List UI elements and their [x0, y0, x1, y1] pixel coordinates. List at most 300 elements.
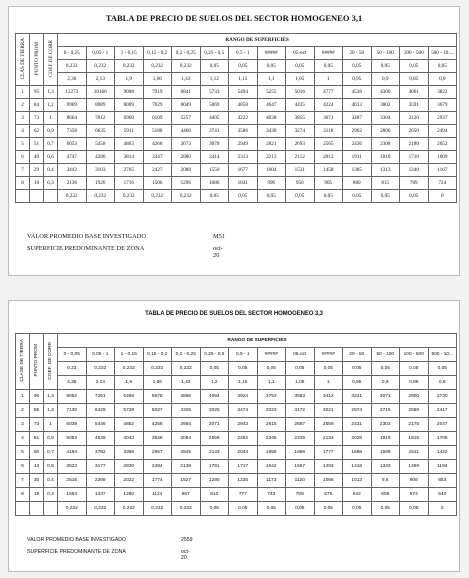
price-cell: 743 [257, 488, 286, 502]
price-cell: 675 [314, 488, 343, 502]
price-cell: 2568 [400, 404, 429, 418]
price-cell: 1774 [143, 474, 172, 488]
clase-cell: 1 [16, 390, 30, 404]
price-cell: 1642 [257, 460, 286, 474]
price-cell: 4858 [229, 99, 258, 112]
punto-header-label: PUNTO PROM [33, 41, 40, 76]
price-cell: 2565 [314, 138, 343, 151]
factor-cell: 0,232 [58, 60, 87, 73]
price-cell: 2313 [229, 151, 258, 164]
footer-row-2 [27, 549, 190, 561]
factor-cell: 0,232 [58, 502, 87, 516]
price-cell: 1567 [286, 460, 315, 474]
table-row [16, 125, 457, 138]
price-cell: 2650 [400, 125, 429, 138]
clase-cell: 8 [16, 488, 30, 502]
factor-cell: 0,05 [343, 502, 372, 516]
price-cell: 1706 [428, 432, 457, 446]
punto-cell: 18 [30, 177, 44, 190]
price-cell: 1815 [400, 432, 429, 446]
price-cell: 4300 [371, 86, 400, 99]
price-cell: 2937 [428, 112, 457, 125]
price-cell: 8009 [115, 99, 144, 112]
clase-header-label: CLASE DE TIERRA [20, 339, 25, 382]
table-row [16, 418, 457, 432]
factor-row [16, 73, 457, 86]
table-row [16, 404, 457, 418]
factor-cell: 0,05 [371, 190, 400, 203]
price-cell: 3274 [286, 125, 315, 138]
price-cell: 2175 [400, 418, 429, 432]
punto-cell: 29 [30, 164, 44, 177]
footer-label: SUPERFICIE PREDOMINANTE DE ZONA [27, 549, 126, 555]
price-cell: 3673 [172, 138, 201, 151]
factor-cell: 1,43 [172, 376, 201, 390]
price-cell: 1173 [257, 474, 286, 488]
punto-cell: 61 [30, 432, 44, 446]
range-header: 0 - 0,05 [58, 348, 87, 362]
range-row [16, 348, 457, 362]
price-cell: 1240 [400, 164, 429, 177]
price-cell: 2346 [257, 432, 286, 446]
footer-value: oct-20 [181, 549, 190, 561]
factor-cell: 1,9 [115, 376, 144, 390]
factor-cell: 0,232 [143, 362, 172, 376]
price-cell: 540 [428, 488, 457, 502]
range-header: 0,5 - 1 [229, 47, 258, 60]
price-cell: 1688 [343, 446, 372, 460]
price-cell: 3172 [286, 404, 315, 418]
price-cell: 1955 [257, 446, 286, 460]
price-cell: 1609 [428, 151, 457, 164]
footer-row-1 [27, 233, 226, 240]
clase-cell: 6 [16, 460, 30, 474]
factor-cell: 0,05 [200, 502, 229, 516]
factor-cell: 0,05 [314, 362, 343, 376]
price-cell: 3430 [257, 125, 286, 138]
price-cell: 2180 [400, 138, 429, 151]
price-cell: 3586 [229, 125, 258, 138]
price-cell: 3487 [343, 112, 372, 125]
price-cell: 2484 [143, 460, 172, 474]
factor-cell: 0,95 [343, 73, 372, 86]
price-cell: 8989 [86, 99, 115, 112]
table-row [16, 390, 457, 404]
price-cell: 2815 [257, 418, 286, 432]
price-cell: 2693 [286, 138, 315, 151]
factor-cell: 2,36 [58, 376, 87, 390]
punto-cell: 19 [30, 488, 44, 502]
punto-cell: 30 [30, 474, 44, 488]
price-cell: 2962 [343, 125, 372, 138]
price-cell: 1511 [400, 446, 429, 460]
price-cell: 5494 [229, 86, 258, 99]
clase-cell: 5 [16, 138, 30, 151]
price-cell: 2687 [286, 418, 315, 432]
clase-cell: 4 [16, 432, 30, 446]
price-cell: 5446 [86, 418, 115, 432]
price-cell: 3071 [200, 418, 229, 432]
factor-cell: 0,232 [58, 190, 87, 203]
price-cell: 1458 [314, 164, 343, 177]
price-cell: 3664 [172, 418, 201, 432]
price-cell: 1226 [229, 474, 258, 488]
price-cell: 1124 [143, 488, 172, 502]
price-cell: 2047 [428, 418, 457, 432]
clase-cell: 2 [16, 404, 30, 418]
price-cell: 4094 [200, 390, 229, 404]
price-cell: 5458 [86, 138, 115, 151]
price-cell: 3583 [286, 390, 315, 404]
empty-cell [16, 502, 30, 516]
factor-cell: 0,232 [86, 502, 115, 516]
price-cell: 3782 [86, 446, 115, 460]
factor-cell: 0,05 [229, 502, 258, 516]
factor-cell: 0,9 [371, 73, 400, 86]
factor-cell: 1,2 [200, 376, 229, 390]
price-cell: 2417 [428, 404, 457, 418]
price-cell: 1194 [428, 460, 457, 474]
price-cell: 6960 [115, 112, 144, 125]
factor-cell: 0,05 [314, 60, 343, 73]
clase-cell: 4 [16, 125, 30, 138]
factor-row [16, 362, 457, 376]
price-cell: 1677 [229, 164, 258, 177]
price-cell: 996 [257, 177, 286, 190]
price-cell: 2452 [229, 432, 258, 446]
price-cell: 709 [286, 488, 315, 502]
coef-cell: 1 [44, 112, 58, 125]
factor-cell: 0,05 [257, 362, 286, 376]
price-cell: 5027 [143, 404, 172, 418]
factor-cell: 0,05 [257, 190, 286, 203]
price-cell: 3025 [200, 404, 229, 418]
price-cell: 3741 [200, 125, 229, 138]
price-cell: 8052 [58, 390, 87, 404]
price-cell: 1269 [400, 460, 429, 474]
price-cell: 2133 [200, 446, 229, 460]
factor-cell: 0,9 [371, 376, 400, 390]
table-row [16, 138, 457, 151]
table-row [16, 460, 457, 474]
price-cell: 1604 [257, 164, 286, 177]
factor-cell: 0,05 [314, 502, 343, 516]
price-cell: 5188 [143, 125, 172, 138]
range-header: 500 - 10.... [428, 47, 457, 60]
price-cell: 4258 [143, 418, 172, 432]
price-cell: 3679 [428, 99, 457, 112]
punto-header-label: PUNTO PROM [34, 344, 39, 377]
price-cell: 3548 [143, 432, 172, 446]
factor-cell: 1,05 [286, 376, 315, 390]
price-cell: 4435 [286, 99, 315, 112]
factor-cell: 1,9 [115, 73, 144, 86]
table-title: TABLA DE PRECIO DE SUELOS DEL SECTOR HOMOGENEO 3,3 [145, 311, 323, 317]
price-cell: 3241 [343, 390, 372, 404]
table-title: TABLA DE PRECIO DE SUELOS DEL SECTOR HOMOGENEO 3,1 [105, 13, 363, 23]
price-cell: 608 [371, 488, 400, 502]
price-cell: 815 [371, 177, 400, 190]
factor-cell: 0,05 [229, 362, 258, 376]
price-cell: 4647 [257, 99, 286, 112]
factor-cell: 1,66 [143, 376, 172, 390]
price-cell: 1919 [371, 432, 400, 446]
factor-cell: 0,05 [286, 190, 315, 203]
price-cell: 7261 [86, 390, 115, 404]
factor-cell: 0,05 [428, 60, 457, 73]
factor-cell: 0,232 [86, 190, 115, 203]
price-cell: 5257 [172, 112, 201, 125]
price-cell: 4460 [172, 125, 201, 138]
bottom-factor-row [16, 190, 457, 203]
price-cell: 7358 [58, 125, 87, 138]
coef-cell: 0,9 [44, 125, 58, 138]
factor-cell: 0,232 [172, 60, 201, 73]
factor-cell: 1,1 [257, 73, 286, 86]
clase-cell: 7 [16, 164, 30, 177]
range-header: ##### [314, 348, 343, 362]
price-cell: 6469 [115, 390, 144, 404]
price-cell: 2213 [257, 151, 286, 164]
price-cell: 2943 [229, 418, 258, 432]
factor-cell: 1,1 [257, 376, 286, 390]
price-cell: 724 [428, 177, 457, 190]
range-header: 0,25 - 0,5 [200, 47, 229, 60]
price-cell: 2012 [314, 151, 343, 164]
factor-cell: 1,15 [229, 376, 258, 390]
punto-cell: 51 [30, 138, 44, 151]
factor-cell: 0,8 [428, 376, 457, 390]
factor-cell: 0,05 [200, 60, 229, 73]
footer-label: SUPERFICIE PREDOMINANTE DE ZONA [27, 245, 145, 252]
price-cell: 3347 [143, 151, 172, 164]
price-cell: 5069 [200, 99, 229, 112]
coef-cell: 1 [44, 418, 58, 432]
factor-cell: 0,95 [343, 376, 372, 390]
empty-cell [30, 190, 44, 203]
punto-cell: 73 [30, 418, 44, 432]
price-cell: 1313 [371, 164, 400, 177]
price-cell: 2239 [286, 432, 315, 446]
rango-header: RANGO DE SUPERFICIES [58, 334, 457, 348]
price-cell: 777 [229, 488, 258, 502]
coef-header-label: COEF. DE CORR [48, 341, 53, 380]
footer-value: 2559 [181, 537, 193, 543]
price-cell: 9969 [58, 99, 87, 112]
range-header: 500 - 10... [428, 348, 457, 362]
price-cell: 1296 [172, 177, 201, 190]
table-row [16, 446, 457, 460]
range-header: 100 - 500 [400, 348, 429, 362]
factor-cell: 0,232 [115, 362, 144, 376]
factor-cell: 0,232 [143, 60, 172, 73]
price-cell: 5733 [200, 86, 229, 99]
range-header: 05-oct [286, 348, 315, 362]
coef-cell: 1,2 [44, 99, 58, 112]
range-header: 0,05 - 1 [86, 47, 115, 60]
range-header: 1 - 0,15 [115, 348, 144, 362]
factor-cell: 1,43 [172, 73, 201, 86]
factor-cell: 0,232 [115, 60, 144, 73]
clase-cell: 5 [16, 446, 30, 460]
table-row [16, 488, 457, 502]
punto-cell: 96 [30, 390, 44, 404]
range-header: 0,5 - 1 [229, 348, 258, 362]
factor-cell: 0,05 [229, 190, 258, 203]
factor-cell: 0,05 [200, 362, 229, 376]
factor-cell: 0,05 [286, 502, 315, 516]
bottom-factor-row [16, 502, 457, 516]
price-table [15, 333, 457, 516]
price-cell: 9008 [115, 86, 144, 99]
footer-row-1 [27, 537, 193, 543]
price-cell: 906 [400, 474, 429, 488]
factor-cell: 0,232 [115, 190, 144, 203]
table-row [16, 177, 457, 190]
price-cell: 4777 [314, 86, 343, 99]
factor-cell: 0,05 [343, 190, 372, 203]
range-header: 0,15 - 0,2 [143, 348, 172, 362]
range-header: 0,2 - 0,25 [172, 47, 201, 60]
price-cell: 1343 [371, 460, 400, 474]
empty-cell [44, 502, 58, 516]
table-row [16, 99, 457, 112]
range-header: 20 - 50 [343, 47, 372, 60]
price-cell: 2516 [58, 474, 87, 488]
footer-value: M51 [213, 233, 226, 240]
price-cell: 950 [286, 177, 315, 190]
price-cell: 3369 [115, 446, 144, 460]
range-header: 50 - 100 [371, 47, 400, 60]
table-row [16, 432, 457, 446]
price-cell: 2112 [286, 151, 315, 164]
price-cell: 1527 [172, 474, 201, 488]
price-cell: 3442 [58, 164, 87, 177]
price-cell: 1926 [86, 177, 115, 190]
price-cell: 2133 [314, 432, 343, 446]
price-cell: 1120 [286, 474, 315, 488]
range-header: 0,15 - 0,2 [143, 47, 172, 60]
price-cell: 1086 [200, 177, 229, 190]
price-cell: 7919 [143, 86, 172, 99]
coef-cell: 0,4 [44, 164, 58, 177]
price-cell: 1777 [314, 446, 343, 460]
price-cell: 2559 [314, 418, 343, 432]
price-cell: 6049 [172, 99, 201, 112]
factor-cell: 0,232 [172, 502, 201, 516]
price-cell: 3591 [400, 99, 429, 112]
price-cell: 853 [428, 474, 457, 488]
price-cell: 5255 [257, 86, 286, 99]
price-cell: 3822 [428, 86, 457, 99]
price-cell: 2730 [428, 390, 457, 404]
price-cell: 967 [172, 488, 201, 502]
coef-cell: 0,7 [44, 446, 58, 460]
factor-cell: 0,05 [371, 362, 400, 376]
price-cell: 2022 [115, 474, 144, 488]
factor-cell: 0,05 [343, 362, 372, 376]
range-row [16, 47, 457, 60]
price-cell: 3802 [371, 99, 400, 112]
factor-cell: 0,05 [400, 362, 429, 376]
price-cell: 2545 [172, 446, 201, 460]
punto-cell: 50 [30, 446, 44, 460]
factor-cell: 0,05 [428, 362, 457, 376]
punto-cell: 73 [30, 112, 44, 125]
factor-cell: 2,36 [58, 73, 87, 86]
price-cell: 3814 [115, 151, 144, 164]
factor-cell: 0,232 [172, 362, 201, 376]
price-cell: 3078 [200, 138, 229, 151]
coef-cell: 1,2 [44, 404, 58, 418]
price-cell: 3753 [257, 390, 286, 404]
price-cell: 4280 [86, 151, 115, 164]
range-header: 0,2 - 0,25 [172, 348, 201, 362]
price-cell: 1716 [115, 177, 144, 190]
price-cell: 2949 [229, 138, 258, 151]
price-cell: 2436 [343, 138, 372, 151]
footer-label: VALOR PROMEDIO BASE INVESTIGADO [27, 537, 127, 543]
price-cell: 8664 [58, 112, 87, 125]
price-cell: 2431 [343, 418, 372, 432]
clase-cell: 1 [16, 86, 30, 99]
range-header: 0,25 - 0,5 [200, 348, 229, 362]
factor-row [16, 376, 457, 390]
price-cell: 1013 [343, 474, 372, 488]
empty-cell [30, 502, 44, 516]
price-cell: 3054 [172, 432, 201, 446]
price-cell: 2026 [343, 432, 372, 446]
clase-cell: 7 [16, 474, 30, 488]
factor-cell: 0,05 [371, 502, 400, 516]
price-cell: 2957 [143, 446, 172, 460]
price-cell: 2088 [172, 164, 201, 177]
price-cell: 905 [314, 177, 343, 190]
price-cell: 5911 [115, 125, 144, 138]
coef-cell: 0,3 [44, 177, 58, 190]
range-header: ##### [257, 47, 286, 60]
price-cell: 2308 [371, 138, 400, 151]
price-cell: 1422 [428, 446, 457, 460]
clase-cell: 3 [16, 418, 30, 432]
price-cell: 1594 [58, 488, 87, 502]
empty-cell [16, 190, 30, 203]
price-cell: 1066 [314, 474, 343, 488]
price-cell: 3177 [86, 460, 115, 474]
factor-cell: 1,05 [286, 73, 315, 86]
table-row [16, 164, 457, 177]
price-cell: 4747 [58, 151, 87, 164]
price-cell: 4043 [115, 432, 144, 446]
factor-cell: 0 [428, 502, 457, 516]
price-cell: 5016 [286, 86, 315, 99]
punto-cell: 85 [30, 404, 44, 418]
price-cell: 3103 [86, 164, 115, 177]
price-cell: 574 [400, 488, 429, 502]
price-cell: 5728 [115, 404, 144, 418]
price-cell: 2719 [371, 404, 400, 418]
factor-cell: 0,05 [229, 60, 258, 73]
factor-cell: 0,05 [400, 60, 429, 73]
price-table [15, 33, 457, 203]
price-cell: 2806 [371, 125, 400, 138]
factor-cell: 2,13 [86, 376, 115, 390]
factor-cell: 0,05 [286, 60, 315, 73]
price-cell: 2303 [371, 418, 400, 432]
price-cell: 4326 [172, 404, 201, 418]
punto-header [30, 34, 44, 86]
factor-cell: 0,232 [143, 502, 172, 516]
